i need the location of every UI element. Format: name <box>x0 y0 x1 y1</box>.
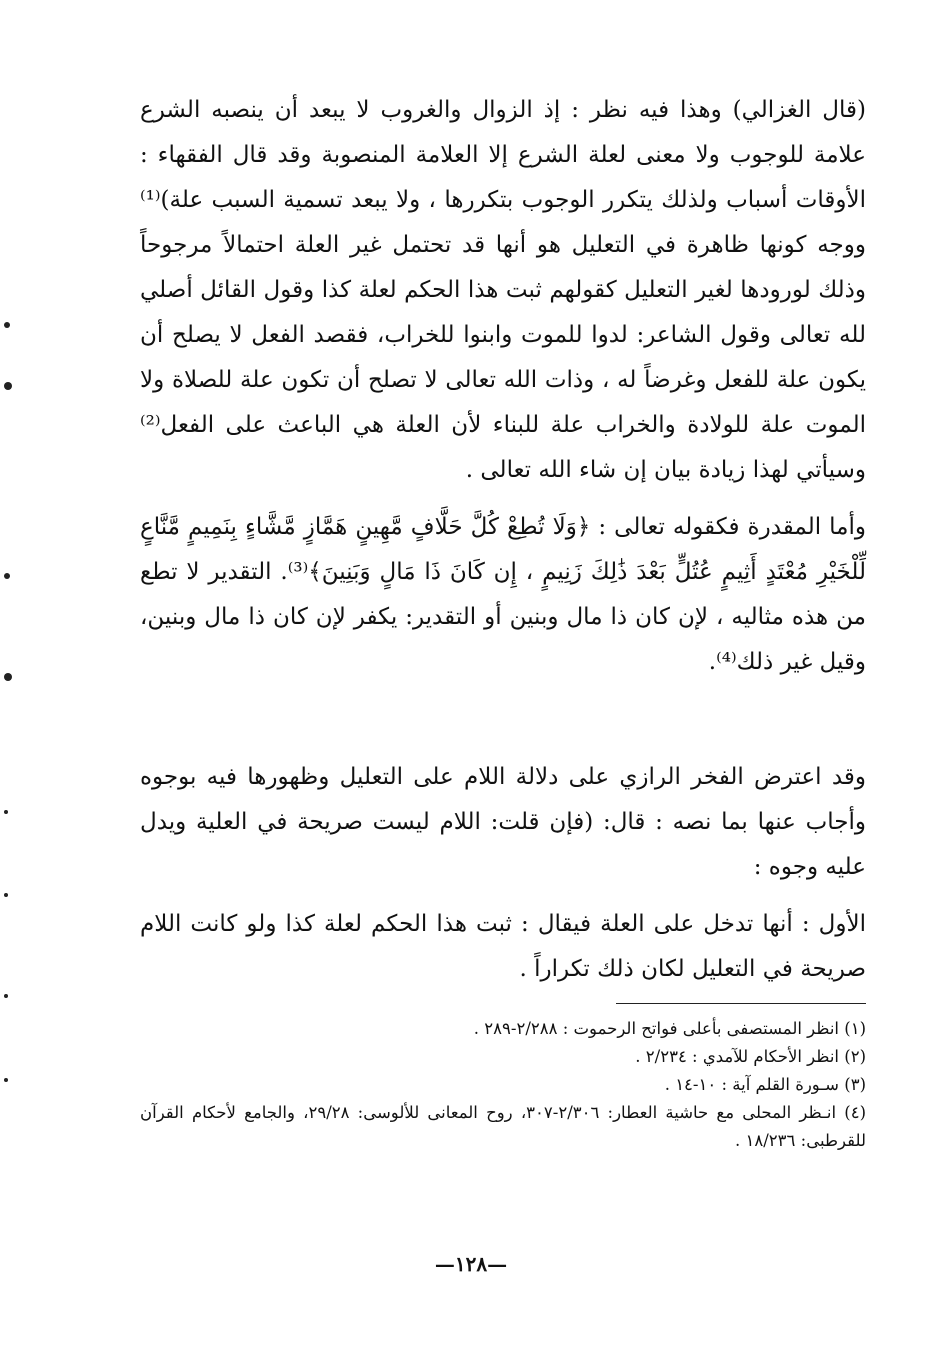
scan-dot <box>4 382 12 390</box>
scan-dot <box>4 994 8 998</box>
page-number: —١٢٨— <box>434 1252 508 1276</box>
scan-dot <box>4 1078 8 1082</box>
footnotes <box>140 1015 866 1155</box>
spacer <box>140 493 866 505</box>
footnote-3: (٣) سـورة القلم آية : ١٠-١٤ . <box>664 1075 866 1094</box>
footnote-1: (١) انظر المستصفى بأعلى فواتح الرحموت : ٢/٢٨٨-٢٨٩ . <box>473 1019 866 1038</box>
paragraph-razi-objection: وقد اعترض الفخر الرازي على دلالة اللام على التعليل وظهورها فيه بوجوه وأجاب عنها بما نصه : قال: (فإن قلت: اللام ليست صريحة في العلية ويدل عليه وجوه : <box>140 764 866 880</box>
paragraph-quran-verse: وأما المقدرة فكقوله تعالى : ﴿وَلَا تُطِعْ كُلَّ حَلَّافٍ مَّهِينٍ هَمَّازٍ مَّشَّاءٍ بِنَمِيمٍ مَّنَّاعٍ لِّلْخَيْرِ مُعْتَدٍ أَثِيمٍ عُتُلٍّ بَعْدَ ذَٰلِكَ زَنِيمٍ ، إِن كَانَ ذَا مَالٍ وَبَنِينَ﴾⁽³⁾. التقدير لا تطع من هذه مثاليه ، لإن كان ذا مال وبنين أو التقدير: يكفر لإن كان ذا مال وبنين، وقيل غير ذلك⁽⁴⁾. <box>140 514 866 675</box>
spacer <box>140 890 866 902</box>
footnote-divider <box>616 1003 866 1004</box>
footnote-4: (٤) انـظر المحلى مع حاشية العطار: ٢/٣٠٦-٣٠٧، روح المعانى للألوسى: ٢٩/٢٨، والجامع لأحكام القرآن للقرطبى: ١٨/٢٣٦ . <box>140 1103 866 1150</box>
main-text <box>140 88 866 992</box>
paragraph-first-point: الأول : أنها تدخل على العلة فيقال : ثبت هذا الحكم لعلة كذا ولو كانت اللام صريحة في التعليل لكان ذلك تكراراً . <box>140 911 866 982</box>
scan-dot <box>4 673 12 681</box>
footnote-2: (٢) انظر الأحكام للآمدي : ٢/٢٣٤ . <box>635 1047 866 1066</box>
paragraph-ghazali: (قال الغزالي) وهذا فيه نظر : إذ الزوال والغروب لا يبعد أن ينصبه الشرع علامة للوجوب ولا معنى لعلة الشرع إلا العلامة المنصوبة وقد قال الفقهاء : الأوقات أسباب ولذلك يتكرر الوجوب بتكررها ، ولا يبعد تسمية السبب علة)⁽¹⁾ ووجه كونها ظاهرة في التعليل هو أنها قد تحتمل غير العلة احتمالاً مرجوحاً وذلك لورودها لغير التعليل كقولهم ثبت هذا الحكم لعلة كذا وقول القائل أصلي لله تعالى وقول الشاعر: لدوا للموت وابنوا للخراب، فقصد الفعل لا يصلح أن يكون علة للفعل وغرضاً له ، وذات الله تعالى لا تصلح أن تكون علة للصلاة ولا الموت علة للولادة والخراب علة للبناء لأن العلة هي الباعث على الفعل⁽²⁾ وسيأتي لهذا زيادة بيان إن شاء الله تعالى . <box>140 97 866 483</box>
scan-dot <box>4 810 8 814</box>
scan-dot <box>4 893 8 897</box>
scan-dot <box>4 322 10 328</box>
scan-dot <box>4 573 10 579</box>
spacer <box>140 685 866 755</box>
